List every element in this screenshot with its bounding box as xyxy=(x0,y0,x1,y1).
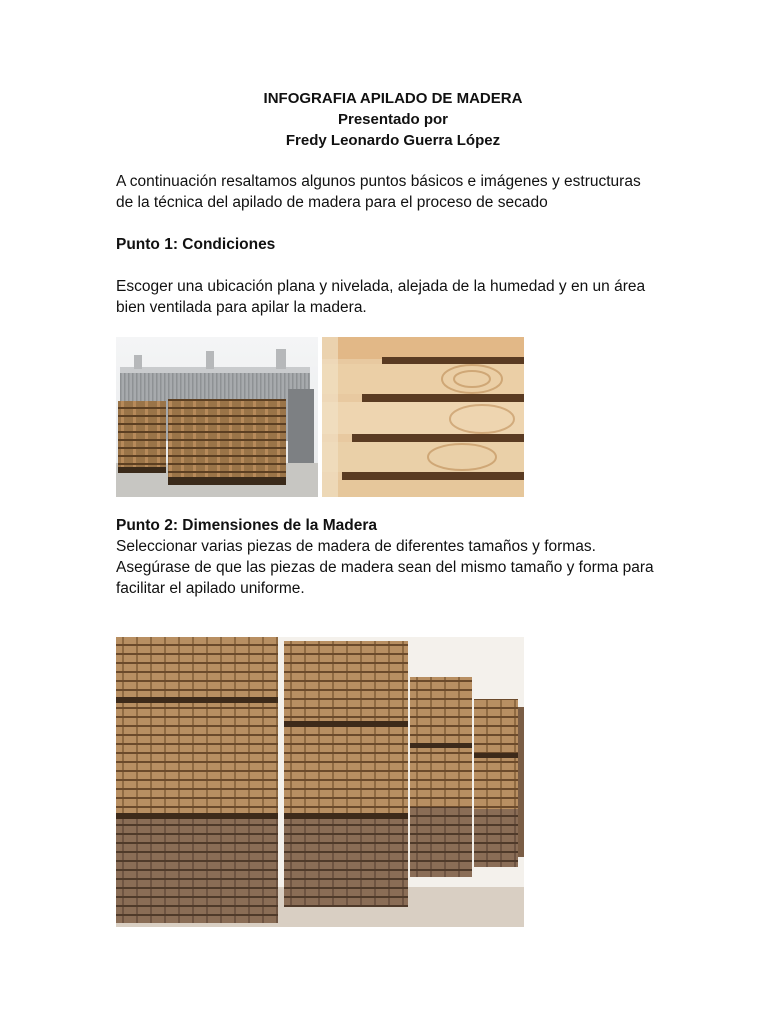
point2-body: Seleccionar varias piezas de madera de diferentes tamaños y formas. Asegúrase de que las piezas de madera sean del mismo tamaño y forma para facilitar el apilado uniforme. xyxy=(116,538,654,597)
document-title: INFOGRAFIA APILADO DE MADERA xyxy=(263,90,523,107)
intro-paragraph: A continuación resaltamos algunos puntos básicos e imágenes y estructuras de la técnica del apilado de madera para el proceso de secado xyxy=(116,173,641,211)
point2-heading: Punto 2: Dimensiones de la Madera xyxy=(116,517,377,534)
lumber-yard-photo xyxy=(116,637,524,927)
presented-by-label: Presentado por xyxy=(337,111,449,128)
document-header xyxy=(0,88,768,151)
author-name: Fredy Leonardo Guerra López xyxy=(285,132,501,149)
point1-heading: Punto 1: Condiciones xyxy=(116,236,276,253)
planks-closeup-photo xyxy=(322,337,524,497)
kiln-lumber-photo xyxy=(116,337,318,497)
point1-body: Escoger una ubicación plana y nivelada, alejada de la humedad y en un área bien ventilada para apilar la madera. xyxy=(116,278,646,316)
